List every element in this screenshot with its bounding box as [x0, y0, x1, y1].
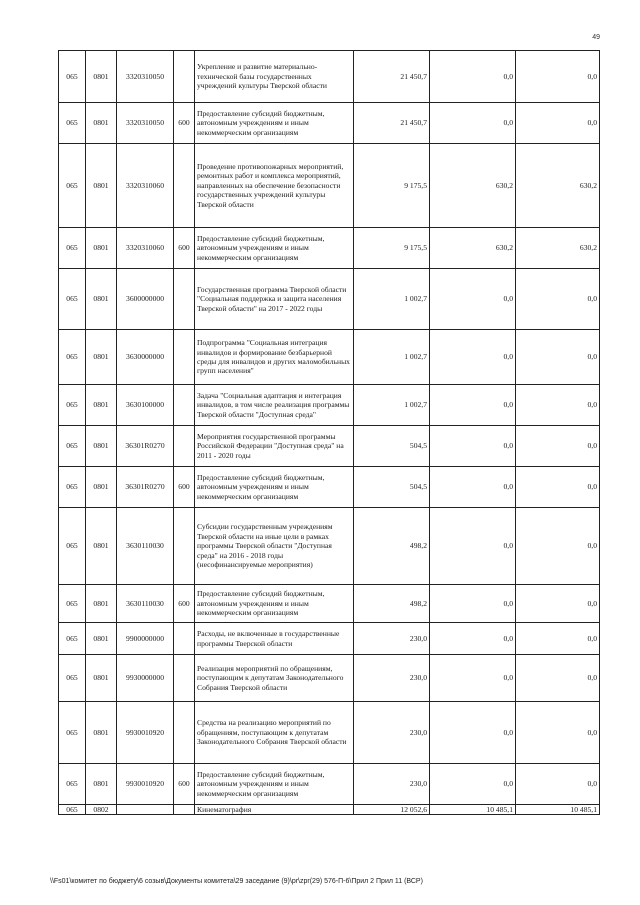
section-code-cell: 0801 [86, 103, 117, 144]
amount-year-1-cell: 9 175,5 [354, 228, 430, 269]
amount-year-2-cell: 0,0 [430, 426, 516, 467]
amount-year-1-cell: 230,0 [354, 702, 430, 764]
target-code-cell: 3320310060 [117, 228, 174, 269]
expense-name-cell: Средства на реализацию мероприятий по обращениям, поступающим к депутатам Законодательного Собрания Тверской области [195, 702, 354, 764]
amount-year-3-cell: 0,0 [516, 269, 600, 330]
amount-year-1-cell: 230,0 [354, 623, 430, 655]
amount-year-2-cell: 0,0 [430, 269, 516, 330]
expense-name-cell: Укрепление и развитие материально-технической базы государственных учреждений культуры Тверской области [195, 51, 354, 103]
amount-year-3-cell: 10 485,1 [516, 805, 600, 815]
section-code-cell: 0801 [86, 655, 117, 702]
target-code-cell [117, 805, 174, 815]
target-code-cell: 3630100000 [117, 385, 174, 426]
amount-year-1-cell: 1 002,7 [354, 385, 430, 426]
admin-code-cell: 065 [59, 467, 86, 508]
amount-year-1-cell: 498,2 [354, 585, 430, 623]
table-row [59, 330, 600, 385]
admin-code-cell: 065 [59, 269, 86, 330]
expense-name-cell: Реализация мероприятий по обращениям, поступающим к депутатам Законодательного Собрания Тверской области [195, 655, 354, 702]
amount-year-3-cell: 0,0 [516, 508, 600, 585]
expense-type-cell: 600 [174, 103, 195, 144]
target-code-cell: 9900000000 [117, 623, 174, 655]
expense-name-cell: Предоставление субсидий бюджетным, автономным учреждениям и иным некоммерческим организациям [195, 585, 354, 623]
target-code-cell: 3630000000 [117, 330, 174, 385]
admin-code-cell: 065 [59, 764, 86, 805]
target-code-cell: 3630110030 [117, 508, 174, 585]
target-code-cell: 36301R0270 [117, 426, 174, 467]
amount-year-1-cell: 504,5 [354, 467, 430, 508]
target-code-cell: 3320310050 [117, 103, 174, 144]
amount-year-3-cell: 0,0 [516, 385, 600, 426]
expense-type-cell: 600 [174, 764, 195, 805]
target-code-cell: 36301R0270 [117, 467, 174, 508]
target-code-cell: 3600000000 [117, 269, 174, 330]
admin-code-cell: 065 [59, 385, 86, 426]
expense-name-cell: Подпрограмма "Социальная интеграция инвалидов и формирование безбарьерной среды для инвалидов и других маломобильных групп населения" [195, 330, 354, 385]
amount-year-3-cell: 0,0 [516, 764, 600, 805]
table-row [59, 269, 600, 330]
section-code-cell: 0801 [86, 508, 117, 585]
admin-code-cell: 065 [59, 426, 86, 467]
expense-type-cell: 600 [174, 228, 195, 269]
section-code-cell: 0801 [86, 51, 117, 103]
expense-type-cell [174, 508, 195, 585]
amount-year-2-cell: 630,2 [430, 228, 516, 269]
section-code-cell: 0801 [86, 467, 117, 508]
amount-year-3-cell: 0,0 [516, 51, 600, 103]
amount-year-3-cell: 0,0 [516, 103, 600, 144]
amount-year-3-cell: 0,0 [516, 330, 600, 385]
expense-name-cell: Предоставление субсидий бюджетным, автономным учреждениям и иным некоммерческим организациям [195, 467, 354, 508]
expense-type-cell: 600 [174, 585, 195, 623]
amount-year-2-cell: 0,0 [430, 508, 516, 585]
expense-type-cell [174, 385, 195, 426]
section-code-cell: 0802 [86, 805, 117, 815]
admin-code-cell: 065 [59, 702, 86, 764]
section-code-cell: 0801 [86, 764, 117, 805]
target-code-cell: 9930000000 [117, 655, 174, 702]
expense-type-cell [174, 702, 195, 764]
expense-type-cell [174, 330, 195, 385]
table-row [59, 51, 600, 103]
amount-year-1-cell: 230,0 [354, 655, 430, 702]
expense-name-cell: Предоставление субсидий бюджетным, автономным учреждениям и иным некоммерческим организациям [195, 228, 354, 269]
section-code-cell: 0801 [86, 385, 117, 426]
section-code-cell: 0801 [86, 144, 117, 228]
amount-year-1-cell: 12 052,6 [354, 805, 430, 815]
admin-code-cell: 065 [59, 805, 86, 815]
admin-code-cell: 065 [59, 228, 86, 269]
table-row [59, 702, 600, 764]
expense-type-cell [174, 426, 195, 467]
section-code-cell: 0801 [86, 623, 117, 655]
target-code-cell: 3630110030 [117, 585, 174, 623]
amount-year-3-cell: 0,0 [516, 426, 600, 467]
table-row [59, 585, 600, 623]
expense-name-cell: Государственная программа Тверской области "Социальная поддержка и защита населения Тверской области" на 2017 - 2022 годы [195, 269, 354, 330]
table-row [59, 467, 600, 508]
section-code-cell: 0801 [86, 426, 117, 467]
amount-year-1-cell: 498,2 [354, 508, 430, 585]
section-code-cell: 0801 [86, 585, 117, 623]
section-code-cell: 0801 [86, 702, 117, 764]
table-row [59, 655, 600, 702]
expense-name-cell: Задача "Социальная адаптация и интеграция инвалидов, в том числе реализация программы Тверской области "Доступная среда" [195, 385, 354, 426]
table-row [59, 623, 600, 655]
admin-code-cell: 065 [59, 508, 86, 585]
amount-year-3-cell: 630,2 [516, 144, 600, 228]
expense-name-cell: Субсидии государственным учреждениям Тверской области на иные цели в рамках программы Тверской области "Доступная среда" на 2016 - 2018 годы (несофинансируемые мероприятия) [195, 508, 354, 585]
amount-year-2-cell: 0,0 [430, 385, 516, 426]
table-row [59, 103, 600, 144]
amount-year-3-cell: 0,0 [516, 467, 600, 508]
amount-year-1-cell: 9 175,5 [354, 144, 430, 228]
table-row [59, 426, 600, 467]
amount-year-2-cell: 0,0 [430, 764, 516, 805]
table-row [59, 228, 600, 269]
admin-code-cell: 065 [59, 655, 86, 702]
expense-type-cell [174, 144, 195, 228]
expense-type-cell: 600 [174, 467, 195, 508]
amount-year-1-cell: 21 450,7 [354, 103, 430, 144]
amount-year-2-cell: 0,0 [430, 585, 516, 623]
budget-table [58, 50, 600, 815]
amount-year-3-cell: 0,0 [516, 655, 600, 702]
target-code-cell: 9930010920 [117, 702, 174, 764]
table-row [59, 385, 600, 426]
amount-year-3-cell: 0,0 [516, 702, 600, 764]
admin-code-cell: 065 [59, 103, 86, 144]
table-row [59, 805, 600, 815]
expense-type-cell [174, 623, 195, 655]
amount-year-3-cell: 0,0 [516, 585, 600, 623]
amount-year-1-cell: 1 002,7 [354, 269, 430, 330]
footer-file-path: \\Fs01\комитет по бюджету\6 созыв\Документы комитета\29 заседание (9)\pr\zpr(29) 576-П-6\Прил 2 Прил 11 (ВСР) [50, 878, 423, 885]
expense-type-cell [174, 805, 195, 815]
page-number: 49 [592, 34, 600, 41]
amount-year-1-cell: 21 450,7 [354, 51, 430, 103]
expense-name-cell: Мероприятия государственной программы Российской Федерации "Доступная среда" на 2011 - 2020 годы [195, 426, 354, 467]
amount-year-2-cell: 0,0 [430, 103, 516, 144]
amount-year-3-cell: 630,2 [516, 228, 600, 269]
amount-year-2-cell: 630,2 [430, 144, 516, 228]
amount-year-2-cell: 0,0 [430, 655, 516, 702]
expense-type-cell [174, 269, 195, 330]
expense-type-cell [174, 655, 195, 702]
expense-name-cell: Предоставление субсидий бюджетным, автономным учреждениям и иным некоммерческим организациям [195, 764, 354, 805]
amount-year-2-cell: 0,0 [430, 51, 516, 103]
amount-year-1-cell: 1 002,7 [354, 330, 430, 385]
expense-name-cell: Кинематография [195, 805, 354, 815]
expense-name-cell: Проведение противопожарных мероприятий, ремонтных работ и комплекса мероприятий, направленных на обеспечение безопасности государственных учреждений культуры Тверской области [195, 144, 354, 228]
target-code-cell: 9930010920 [117, 764, 174, 805]
admin-code-cell: 065 [59, 51, 86, 103]
expense-type-cell [174, 51, 195, 103]
target-code-cell: 3320310060 [117, 144, 174, 228]
table-row [59, 144, 600, 228]
expense-name-cell: Расходы, не включенные в государственные программы Тверской области [195, 623, 354, 655]
expense-name-cell: Предоставление субсидий бюджетным, автономным учреждениям и иным некоммерческим организациям [195, 103, 354, 144]
amount-year-2-cell: 0,0 [430, 330, 516, 385]
table-row [59, 764, 600, 805]
amount-year-2-cell: 0,0 [430, 467, 516, 508]
section-code-cell: 0801 [86, 269, 117, 330]
admin-code-cell: 065 [59, 623, 86, 655]
amount-year-1-cell: 504,5 [354, 426, 430, 467]
admin-code-cell: 065 [59, 330, 86, 385]
amount-year-2-cell: 10 485,1 [430, 805, 516, 815]
section-code-cell: 0801 [86, 330, 117, 385]
admin-code-cell: 065 [59, 144, 86, 228]
amount-year-2-cell: 0,0 [430, 702, 516, 764]
amount-year-2-cell: 0,0 [430, 623, 516, 655]
admin-code-cell: 065 [59, 585, 86, 623]
amount-year-3-cell: 0,0 [516, 623, 600, 655]
amount-year-1-cell: 230,0 [354, 764, 430, 805]
table-row [59, 508, 600, 585]
table-body [59, 51, 600, 815]
target-code-cell: 3320310050 [117, 51, 174, 103]
section-code-cell: 0801 [86, 228, 117, 269]
